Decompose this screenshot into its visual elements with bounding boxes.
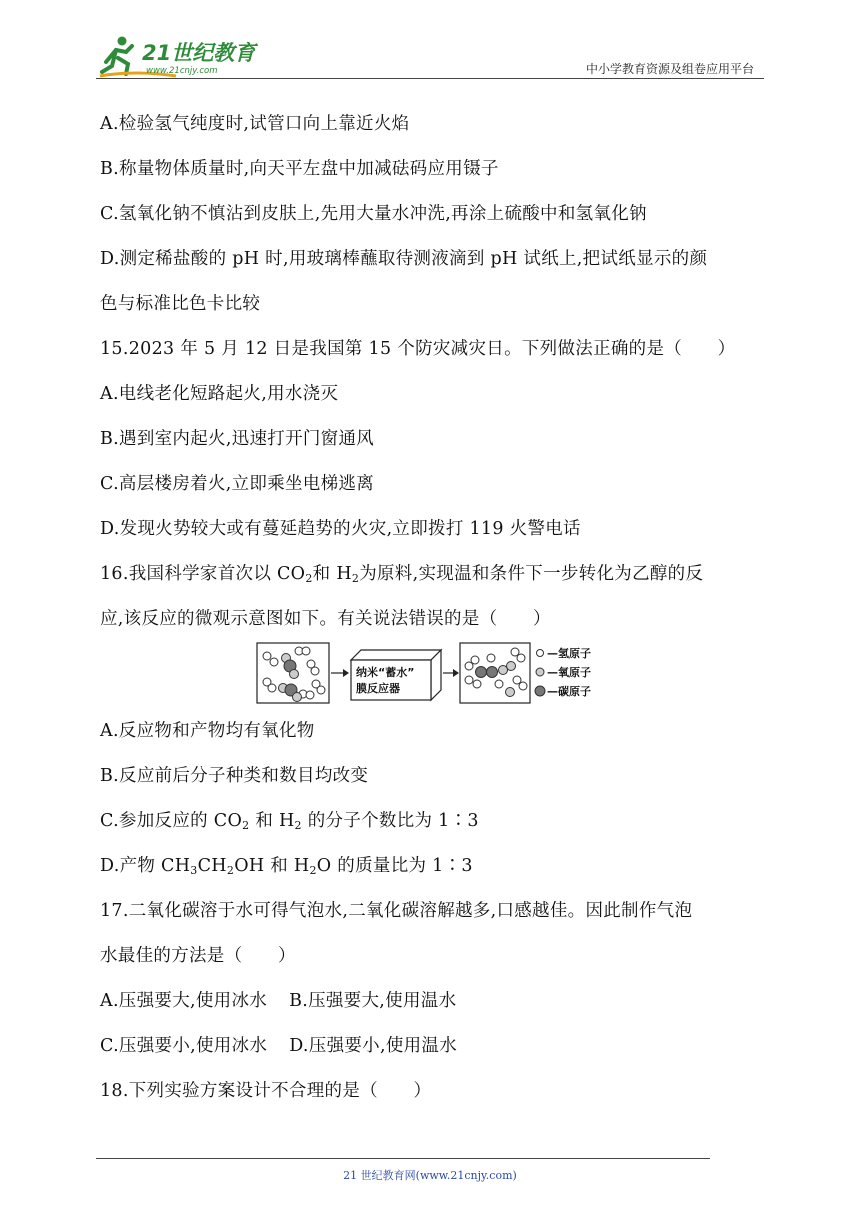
q15-option-b: B.遇到室内起火,迅速打开门窗通风 [100, 429, 375, 449]
q16-stem-part: 16.我国科学家首次以 CO [100, 564, 306, 584]
footer-text: 21 世纪教育网(www.21cnjy.com) [343, 1169, 517, 1182]
q16-option-d [100, 852, 473, 877]
q16-option-b: B.反应前后分子种类和数目均改变 [100, 766, 369, 786]
q16-c-part: C.参加反应的 CO [100, 811, 243, 831]
legend-oxygen: —氧原子 [547, 666, 591, 679]
subscript: 2 [294, 819, 302, 832]
q16-c-part: 和 H [249, 811, 295, 831]
q16-stem-line2: 应,该反应的微观示意图如下。有关说法错误的是（ ） [100, 609, 551, 629]
q17-option-a: A.压强要大,使用冰水 [100, 991, 268, 1011]
subscript: 2 [242, 819, 250, 832]
subscript: 2 [309, 864, 317, 877]
q16-d-part: CH [197, 856, 227, 876]
logo-url: www.21cnjy.com [146, 66, 218, 76]
q17-options-row2 [100, 1032, 457, 1057]
site-logo [96, 32, 266, 80]
q14-option-c: C.氢氧化钠不慎沾到皮肤上,先用大量水冲洗,再涂上硫酸中和氢氧化钠 [100, 204, 647, 224]
q14-option-b: B.称量物体质量时,向天平左盘中加减砝码应用镊子 [100, 159, 499, 179]
q16-option-c [100, 807, 479, 832]
q14-option-a: A.检验氢气纯度时,试管口向上靠近火焰 [100, 114, 410, 134]
q16-stem-line1 [100, 560, 703, 585]
legend-hydrogen: —氢原子 [547, 647, 591, 660]
subscript: 3 [190, 864, 198, 877]
q16-d-part: O 的质量比为 1∶3 [316, 856, 473, 876]
legend-carbon: —碳原子 [547, 685, 591, 698]
reactor-label-line2: 膜反应器 [356, 682, 400, 695]
q17-option-d: D.压强要小,使用温水 [289, 1036, 458, 1056]
q15-option-d: D.发现火势较大或有蔓延趋势的火灾,立即拨打 119 火警电话 [100, 519, 581, 539]
q16-d-part: OH 和 H [234, 856, 310, 876]
q18-stem: 18.下列实验方案设计不合理的是（ ） [100, 1081, 432, 1101]
q15-option-c: C.高层楼房着火,立即乘坐电梯逃离 [100, 474, 374, 494]
header-divider [96, 78, 764, 79]
q17-stem-line1: 17.二氧化碳溶于水可得气泡水,二氧化碳溶解越多,口感越佳。因此制作气泡 [100, 901, 693, 921]
q17-options-row1 [100, 987, 456, 1012]
q17-option-b: B.压强要大,使用温水 [289, 991, 457, 1011]
q14-option-d-line1: D.测定稀盐酸的 pH 时,用玻璃棒蘸取待测液滴到 pH 试纸上,把试纸显示的颜 [100, 249, 708, 269]
subscript: 2 [351, 572, 360, 585]
header-platform-text: 中小学教育资源及组卷应用平台 [585, 62, 754, 76]
q16-stem-part: 为原料,实现温和条件下一步转化为乙醇的反 [359, 564, 704, 584]
q17-stem-line2: 水最佳的方法是（ ） [100, 946, 296, 966]
q16-stem-part: 和 H [312, 564, 352, 584]
q16-d-part: D.产物 CH [100, 856, 191, 876]
footer-divider [96, 1158, 710, 1159]
q15-option-a: A.电线老化短路起火,用水浇灭 [100, 384, 339, 404]
reactor-label-line1: 纳米“蓄水” [356, 666, 415, 679]
subscript: 2 [305, 572, 313, 585]
q14-option-d-line2: 色与标准比色卡比较 [100, 294, 261, 314]
logo-text: 21世纪教育 [142, 41, 256, 65]
q17-option-c: C.压强要小,使用冰水 [100, 1036, 268, 1056]
q16-c-part: 的分子个数比为 1∶3 [301, 811, 479, 831]
q15-stem: 15.2023 年 5 月 12 日是我国第 15 个防灾减灾日。下列做法正确的是（ ） [100, 339, 736, 359]
q16-option-a: A.反应物和产物均有氧化物 [100, 721, 315, 741]
reaction-diagram [255, 640, 605, 708]
subscript: 2 [226, 864, 235, 877]
